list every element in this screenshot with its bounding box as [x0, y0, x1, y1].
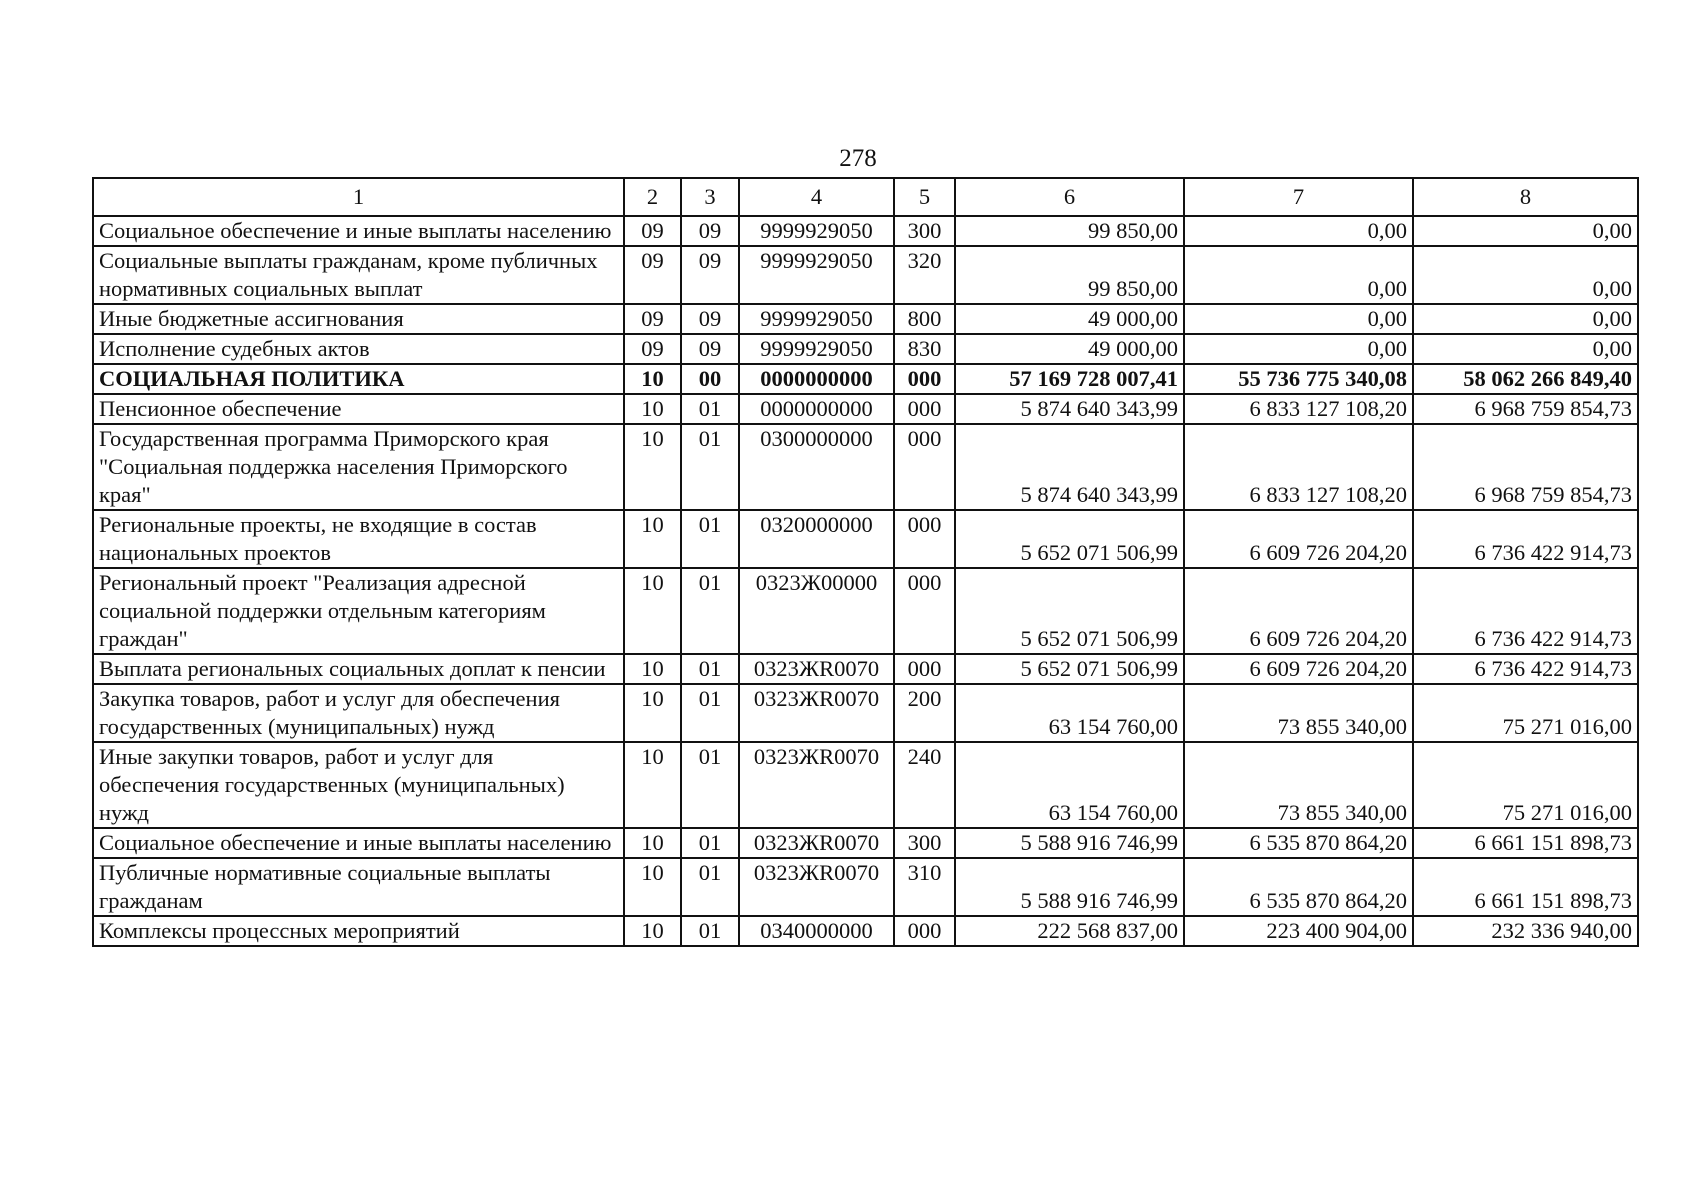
expense-type-code: 000: [894, 510, 955, 568]
amount-col-8: 75 271 016,00: [1413, 742, 1638, 828]
expense-type-code: 000: [894, 916, 955, 946]
target-code: 0320000000: [739, 510, 894, 568]
expense-type-code: 000: [894, 364, 955, 394]
expense-type-code: 000: [894, 568, 955, 654]
item-name: Исполнение судебных актов: [93, 334, 624, 364]
amount-col-6: 5 588 916 746,99: [955, 858, 1184, 916]
table-row: [93, 424, 1638, 510]
amount-col-7: 0,00: [1184, 334, 1413, 364]
amount-col-6: 5 874 640 343,99: [955, 424, 1184, 510]
expense-type-code: 240: [894, 742, 955, 828]
amount-col-6: 5 652 071 506,99: [955, 568, 1184, 654]
column-header-3: 3: [681, 178, 739, 216]
column-header-6: 6: [955, 178, 1184, 216]
expense-type-code: 830: [894, 334, 955, 364]
section-code: 10: [624, 424, 681, 510]
column-header-5: 5: [894, 178, 955, 216]
amount-col-7: 6 833 127 108,20: [1184, 424, 1413, 510]
subsection-code: 01: [681, 858, 739, 916]
amount-col-8: 6 968 759 854,73: [1413, 424, 1638, 510]
target-code: 0000000000: [739, 394, 894, 424]
amount-col-8: 6 661 151 898,73: [1413, 858, 1638, 916]
table-row: [93, 858, 1638, 916]
target-code: 9999929050: [739, 304, 894, 334]
subsection-code: 01: [681, 916, 739, 946]
table-body: [93, 216, 1638, 946]
amount-col-6: 99 850,00: [955, 216, 1184, 246]
target-code: 0300000000: [739, 424, 894, 510]
section-code: 09: [624, 216, 681, 246]
expense-type-code: 000: [894, 424, 955, 510]
amount-col-6: 5 652 071 506,99: [955, 510, 1184, 568]
amount-col-7: 6 535 870 864,20: [1184, 858, 1413, 916]
item-name: Социальное обеспечение и иные выплаты населению: [93, 216, 624, 246]
amount-col-7: 6 609 726 204,20: [1184, 654, 1413, 684]
section-code: 09: [624, 304, 681, 334]
subsection-code: 01: [681, 510, 739, 568]
amount-col-8: 6 661 151 898,73: [1413, 828, 1638, 858]
target-code: 0323ЖR0070: [739, 858, 894, 916]
item-name: Региональные проекты, не входящие в состав национальных проектов: [93, 510, 624, 568]
amount-col-6: 5 588 916 746,99: [955, 828, 1184, 858]
table-row: [93, 304, 1638, 334]
column-header-4: 4: [739, 178, 894, 216]
table-row: [93, 568, 1638, 654]
amount-col-8: 0,00: [1413, 246, 1638, 304]
table-row: [93, 916, 1638, 946]
amount-col-6: 63 154 760,00: [955, 742, 1184, 828]
expense-type-code: 310: [894, 858, 955, 916]
subsection-code: 01: [681, 684, 739, 742]
target-code: 0340000000: [739, 916, 894, 946]
amount-col-6: 222 568 837,00: [955, 916, 1184, 946]
table-row: [93, 364, 1638, 394]
section-code: 10: [624, 510, 681, 568]
table-row: [93, 828, 1638, 858]
amount-col-8: 6 736 422 914,73: [1413, 654, 1638, 684]
target-code: 0323ЖR0070: [739, 828, 894, 858]
column-header-1: 1: [93, 178, 624, 216]
subsection-code: 01: [681, 742, 739, 828]
target-code: 9999929050: [739, 216, 894, 246]
amount-col-7: 6 609 726 204,20: [1184, 568, 1413, 654]
item-name: Региональный проект "Реализация адресной социальной поддержки отдельным категориям граждан": [93, 568, 624, 654]
item-name: Комплексы процессных мероприятий: [93, 916, 624, 946]
section-code: 09: [624, 334, 681, 364]
amount-col-8: 6 968 759 854,73: [1413, 394, 1638, 424]
amount-col-6: 49 000,00: [955, 334, 1184, 364]
header-row: [93, 178, 1638, 216]
budget-table: [92, 177, 1639, 947]
section-code: 10: [624, 654, 681, 684]
item-name: Иные бюджетные ассигнования: [93, 304, 624, 334]
table-row: [93, 394, 1638, 424]
amount-col-7: 55 736 775 340,08: [1184, 364, 1413, 394]
amount-col-6: 5 874 640 343,99: [955, 394, 1184, 424]
expense-type-code: 320: [894, 246, 955, 304]
item-name: Социальное обеспечение и иные выплаты населению: [93, 828, 624, 858]
amount-col-7: 0,00: [1184, 304, 1413, 334]
subsection-code: 09: [681, 334, 739, 364]
subsection-code: 00: [681, 364, 739, 394]
target-code: 0000000000: [739, 364, 894, 394]
expense-type-code: 300: [894, 828, 955, 858]
subsection-code: 09: [681, 246, 739, 304]
section-code: 10: [624, 742, 681, 828]
table-row: [93, 334, 1638, 364]
section-code: 10: [624, 828, 681, 858]
target-code: 0323Ж00000: [739, 568, 894, 654]
subsection-code: 01: [681, 828, 739, 858]
expense-type-code: 300: [894, 216, 955, 246]
item-name: Выплата региональных социальных доплат к пенсии: [93, 654, 624, 684]
amount-col-7: 0,00: [1184, 246, 1413, 304]
subsection-code: 01: [681, 424, 739, 510]
amount-col-7: 6 833 127 108,20: [1184, 394, 1413, 424]
expense-type-code: 800: [894, 304, 955, 334]
amount-col-7: 0,00: [1184, 216, 1413, 246]
amount-col-8: 232 336 940,00: [1413, 916, 1638, 946]
expense-type-code: 000: [894, 654, 955, 684]
column-header-7: 7: [1184, 178, 1413, 216]
table-row: [93, 742, 1638, 828]
table-row: [93, 246, 1638, 304]
amount-col-7: 73 855 340,00: [1184, 742, 1413, 828]
amount-col-7: 6 535 870 864,20: [1184, 828, 1413, 858]
amount-col-8: 0,00: [1413, 216, 1638, 246]
target-code: 0323ЖR0070: [739, 654, 894, 684]
subsection-code: 01: [681, 394, 739, 424]
item-name: Пенсионное обеспечение: [93, 394, 624, 424]
subsection-code: 01: [681, 568, 739, 654]
amount-col-8: 0,00: [1413, 304, 1638, 334]
item-name: Государственная программа Приморского края "Социальная поддержка населения Приморского края": [93, 424, 624, 510]
section-code: 10: [624, 858, 681, 916]
column-header-8: 8: [1413, 178, 1638, 216]
section-code: 10: [624, 394, 681, 424]
amount-col-8: 75 271 016,00: [1413, 684, 1638, 742]
expense-type-code: 000: [894, 394, 955, 424]
section-code: 10: [624, 364, 681, 394]
target-code: 9999929050: [739, 334, 894, 364]
amount-col-6: 99 850,00: [955, 246, 1184, 304]
item-name: Социальные выплаты гражданам, кроме публичных нормативных социальных выплат: [93, 246, 624, 304]
item-name: Публичные нормативные социальные выплаты гражданам: [93, 858, 624, 916]
item-name: Закупка товаров, работ и услуг для обеспечения государственных (муниципальных) нужд: [93, 684, 624, 742]
item-name: Иные закупки товаров, работ и услуг для обеспечения государственных (муниципальных) нужд: [93, 742, 624, 828]
expense-type-code: 200: [894, 684, 955, 742]
section-code: 10: [624, 568, 681, 654]
amount-col-7: 6 609 726 204,20: [1184, 510, 1413, 568]
amount-col-6: 63 154 760,00: [955, 684, 1184, 742]
section-code: 10: [624, 916, 681, 946]
amount-col-6: 49 000,00: [955, 304, 1184, 334]
amount-col-8: 0,00: [1413, 334, 1638, 364]
amount-col-6: 57 169 728 007,41: [955, 364, 1184, 394]
table-row: [93, 684, 1638, 742]
page-number: 278: [839, 145, 877, 172]
subsection-code: 09: [681, 304, 739, 334]
amount-col-8: 6 736 422 914,73: [1413, 510, 1638, 568]
amount-col-8: 6 736 422 914,73: [1413, 568, 1638, 654]
subsection-code: 09: [681, 216, 739, 246]
table-row: [93, 654, 1638, 684]
column-header-2: 2: [624, 178, 681, 216]
target-code: 0323ЖR0070: [739, 742, 894, 828]
section-code: 09: [624, 246, 681, 304]
amount-col-7: 223 400 904,00: [1184, 916, 1413, 946]
item-name: СОЦИАЛЬНАЯ ПОЛИТИКА: [93, 364, 624, 394]
target-code: 0323ЖR0070: [739, 684, 894, 742]
subsection-code: 01: [681, 654, 739, 684]
amount-col-6: 5 652 071 506,99: [955, 654, 1184, 684]
table-row: [93, 216, 1638, 246]
table-row: [93, 510, 1638, 568]
section-code: 10: [624, 684, 681, 742]
amount-col-8: 58 062 266 849,40: [1413, 364, 1638, 394]
amount-col-7: 73 855 340,00: [1184, 684, 1413, 742]
target-code: 9999929050: [739, 246, 894, 304]
